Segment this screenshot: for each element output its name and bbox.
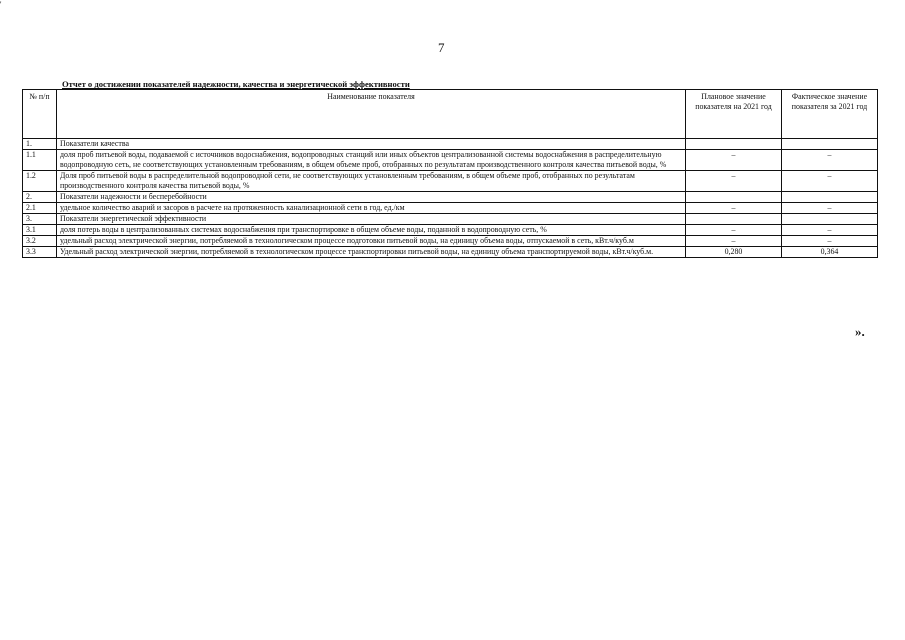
- row-name: доля потерь воды в централизованных системах водоснабжения при транспортировке в общем объеме воды, поданной в водопроводную сеть, %: [57, 225, 686, 236]
- row-actual: –: [782, 236, 878, 247]
- row-plan: [686, 139, 782, 150]
- row-actual: –: [782, 171, 878, 192]
- row-name: Удельный расход электрической энергии, потребляемой в технологическом процессе транспортировки питьевой воды, на единицу объема транспортируемой воды, кВт.ч/куб.м.: [57, 247, 686, 258]
- report-table: [22, 89, 878, 258]
- row-name: удельное количество аварий и засоров в расчете на протяженность канализационной сети в год, ед./км: [57, 203, 686, 214]
- table-row: [23, 139, 878, 150]
- row-plan: [686, 214, 782, 225]
- row-num: 1.: [23, 139, 57, 150]
- row-actual: [782, 192, 878, 203]
- row-name: Показатели качества: [57, 139, 686, 150]
- row-plan: 0,280: [686, 247, 782, 258]
- row-actual: [782, 214, 878, 225]
- row-name: Показатели надежности и бесперебойности: [57, 192, 686, 203]
- table-row: [23, 192, 878, 203]
- row-actual: –: [782, 225, 878, 236]
- row-actual: [782, 139, 878, 150]
- row-actual: 0,364: [782, 247, 878, 258]
- table-row: [23, 236, 878, 247]
- row-num: 3.: [23, 214, 57, 225]
- table-row: [23, 214, 878, 225]
- table-row: [23, 203, 878, 214]
- row-num: 3.3: [23, 247, 57, 258]
- row-name: Показатели энергетической эффективности: [57, 214, 686, 225]
- row-num: 1.1: [23, 150, 57, 171]
- header-actual: Фактическое значение показателя за 2021 год: [782, 90, 878, 139]
- closing-quote: ».: [855, 324, 865, 339]
- row-actual: –: [782, 150, 878, 171]
- row-num: 3.2: [23, 236, 57, 247]
- report-title: Отчет о достижении показателей надежности, качества и энергетической эффективности: [62, 79, 410, 89]
- row-plan: –: [686, 225, 782, 236]
- table-row: [23, 150, 878, 171]
- row-num: 2.: [23, 192, 57, 203]
- row-name: Доля проб питьевой воды в распределительной водопроводной сети, не соответствующих установленным требованиям, в общем объеме проб, отобранных по результатам производственного контроля качества питьевой воды, %: [57, 171, 686, 192]
- header-plan: Плановое значение показателя на 2021 год: [686, 90, 782, 139]
- row-actual: –: [782, 203, 878, 214]
- table-header-row: [23, 90, 878, 139]
- row-num: 2.1: [23, 203, 57, 214]
- row-plan: –: [686, 150, 782, 171]
- row-num: 1.2: [23, 171, 57, 192]
- table-row: [23, 247, 878, 258]
- header-name: Наименование показателя: [57, 90, 686, 139]
- row-name: удельный расход электрической энергии, потребляемой в технологическом процессе подготовки питьевой воды, на единицу объема воды, отпускаемой в сеть, кВт.ч/куб.м: [57, 236, 686, 247]
- row-plan: [686, 192, 782, 203]
- header-num: № п/п: [23, 90, 57, 139]
- row-plan: –: [686, 171, 782, 192]
- row-plan: –: [686, 203, 782, 214]
- table-row: [23, 225, 878, 236]
- table-row: [23, 171, 878, 192]
- page-number: 7: [438, 40, 445, 55]
- row-name: доля проб питьевой воды, подаваемой с источников водоснабжения, водопроводных станций или иных объектов централизованной системы водоснабжения в распределительную водопроводную сеть, не соответствующих установленным требованиям, в общем объеме проб, отобранных по результатам производственного контроля качества питьевой воды, %: [57, 150, 686, 171]
- corner-mark: ': [0, 0, 2, 9]
- row-plan: –: [686, 236, 782, 247]
- row-num: 3.1: [23, 225, 57, 236]
